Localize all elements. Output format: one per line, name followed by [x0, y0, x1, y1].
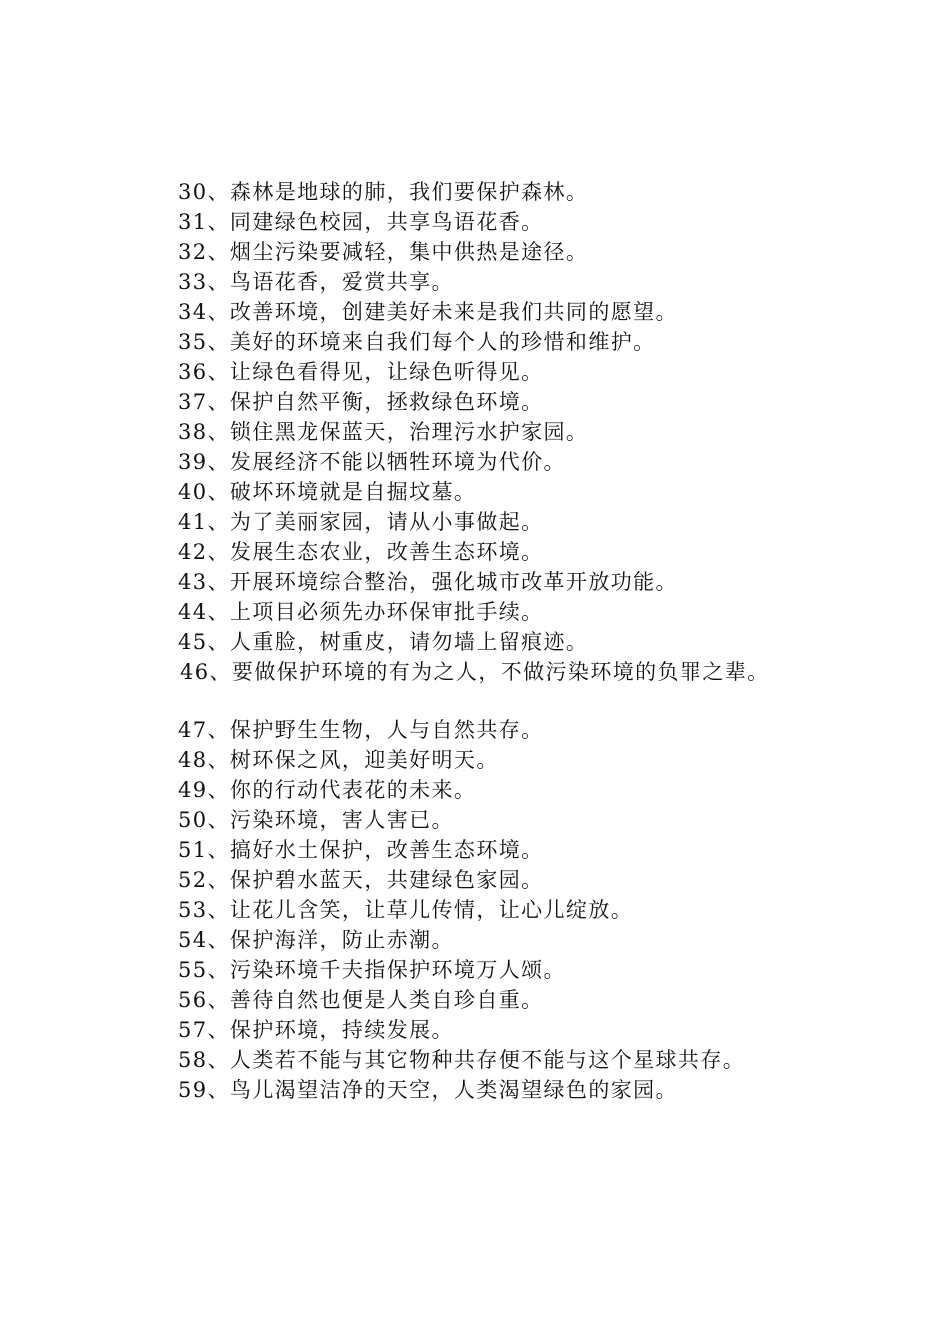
list-item: 56、善待自然也便是人类自珍自重。 — [178, 988, 544, 1012]
list-item: 55、污染环境千夫指保护环境万人颂。 — [178, 958, 566, 982]
list-item: 36、让绿色看得见，让绿色听得见。 — [178, 360, 544, 384]
list-item: 47、保护野生生物，人与自然共存。 — [178, 718, 544, 742]
list-item: 42、发展生态农业，改善生态环境。 — [178, 540, 544, 564]
list-item: 57、保护环境，持续发展。 — [178, 1018, 454, 1042]
list-item: 39、发展经济不能以牺牲环境为代价。 — [178, 450, 566, 474]
list-item: 34、改善环境，创建美好未来是我们共同的愿望。 — [178, 300, 678, 324]
list-item: 44、上项目必须先办环保审批手续。 — [178, 600, 544, 624]
paragraph-gap — [178, 687, 938, 715]
list-item: 41、为了美丽家园，请从小事做起。 — [178, 510, 544, 534]
list-item: 46、要做保护环境的有为之人，不做污染环境的负罪之辈。 — [180, 660, 770, 684]
list-item: 38、锁住黑龙保蓝天，治理污水护家园。 — [178, 420, 589, 444]
list-item: 58、人类若不能与其它物种共存便不能与这个星球共存。 — [178, 1048, 746, 1072]
list-item: 43、开展环境综合整治，强化城市改革开放功能。 — [178, 570, 678, 594]
slogan-list — [178, 177, 938, 1105]
list-item: 40、破坏环境就是自掘坟墓。 — [178, 480, 477, 504]
list-item: 48、树环保之风，迎美好明天。 — [178, 748, 499, 772]
list-item: 52、保护碧水蓝天，共建绿色家园。 — [178, 868, 544, 892]
list-item: 32、烟尘污染要减轻，集中供热是途径。 — [178, 240, 589, 264]
list-item: 37、保护自然平衡，拯救绿色环境。 — [178, 390, 544, 414]
list-item: 33、鸟语花香，爱赏共享。 — [178, 270, 454, 294]
list-item: 45、人重脸，树重皮，请勿墙上留痕迹。 — [178, 630, 589, 654]
list-item: 53、让花儿含笑，让草儿传情，让心儿绽放。 — [178, 898, 634, 922]
list-item: 54、保护海洋，防止赤潮。 — [178, 928, 454, 952]
list-item: 50、污染环境，害人害已。 — [178, 808, 454, 832]
list-item: 51、搞好水土保护，改善生态环境。 — [178, 838, 544, 862]
list-item: 30、森林是地球的肺，我们要保护森林。 — [178, 180, 589, 204]
list-item: 35、美好的环境来自我们每个人的珍惜和维护。 — [178, 330, 656, 354]
list-item: 49、你的行动代表花的未来。 — [178, 778, 477, 802]
list-item: 31、同建绿色校园，共享鸟语花香。 — [178, 210, 544, 234]
list-item: 59、鸟儿渴望洁净的天空，人类渴望绿色的家园。 — [178, 1078, 678, 1102]
